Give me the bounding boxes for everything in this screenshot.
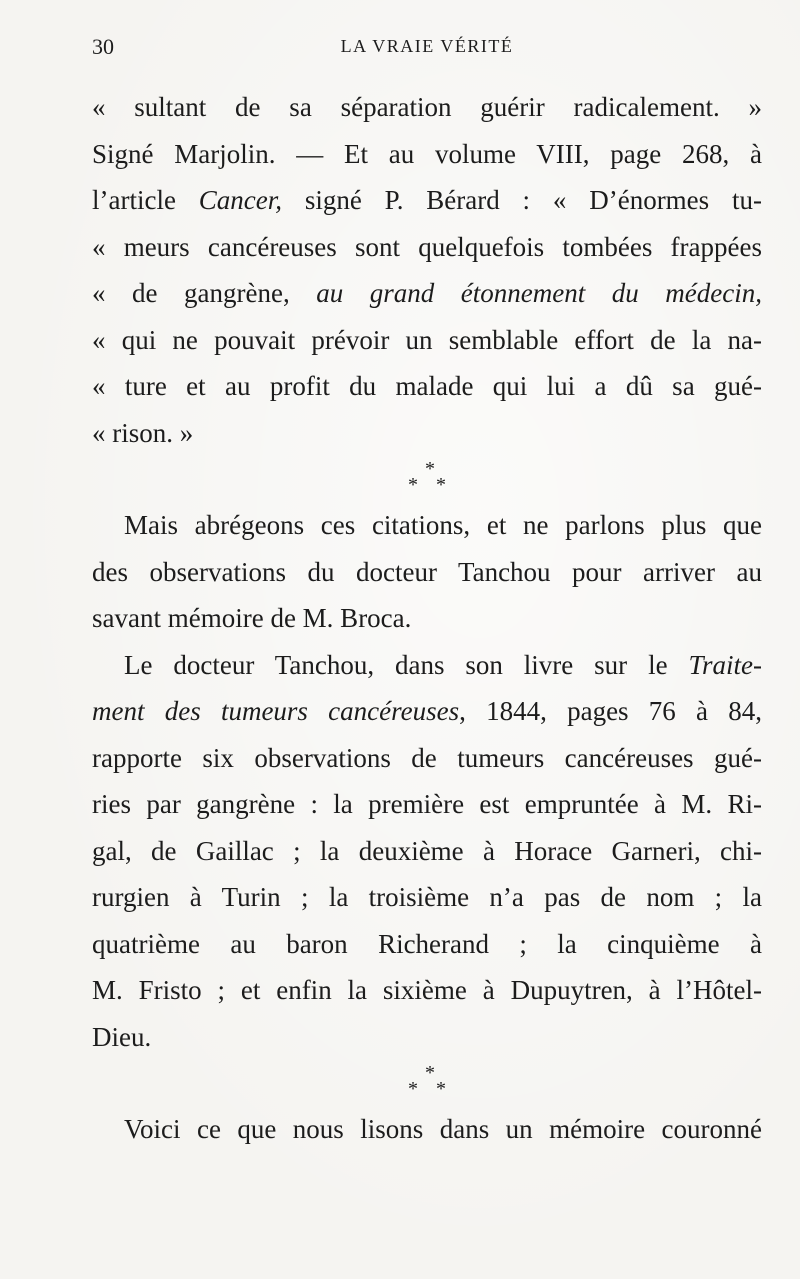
text-line: rurgien à Turin ; la troisième n’a pas de nom ; la xyxy=(92,882,762,912)
text-line: « sultant de sa séparation guérir radicalement. » xyxy=(92,92,762,122)
asterisk-glyph: * xyxy=(436,474,446,496)
asterisk-glyph: * xyxy=(436,1078,446,1100)
text-line: gal, de Gaillac ; la deuxième à Horace Garneri, chi- xyxy=(92,835,762,866)
text-line: « ture et au profit du malade qui lui a dû sa gué- xyxy=(92,371,762,401)
page-header xyxy=(92,34,762,74)
text-line: Signé Marjolin. — Et au volume VIII, page 268, à xyxy=(92,138,762,169)
section-separator xyxy=(92,1060,762,1106)
italic-phrase: au grand étonnement du médecin, xyxy=(316,278,762,308)
page-number: 30 xyxy=(92,34,114,59)
text-line: savant mémoire de M. Broca. xyxy=(92,603,412,633)
paragraph-memoire xyxy=(92,1106,762,1153)
text-line: des observations du docteur Tanchou pour arriver au xyxy=(92,556,762,587)
asterisk-glyph: * xyxy=(425,1062,435,1084)
text-line: Mais abrégeons ces citations, et ne parlons plus que xyxy=(124,510,762,540)
text-line: M. Fristo ; et enfin la sixième à Dupuytren, à l’Hôtel- xyxy=(92,975,762,1005)
text-line: Voici ce que nous lisons dans un mémoire couronné xyxy=(124,1114,762,1144)
text-line: ries par gangrène : la première est empruntée à M. Ri- xyxy=(92,789,762,819)
paragraph-tanchou xyxy=(92,642,762,1061)
paragraph-citations xyxy=(92,502,762,642)
text-line: quatrième au baron Richerand ; la cinquième à xyxy=(92,928,762,959)
text-line: rapporte six observations de tumeurs cancéreuses gué- xyxy=(92,742,762,773)
text-line: « meurs cancéreuses sont quelquefois tombées frappées xyxy=(92,231,762,262)
page-body xyxy=(92,84,762,1153)
paragraph-quotation-end xyxy=(92,84,762,456)
running-title: LA VRAIE VÉRITÉ xyxy=(340,36,514,56)
text-line: « qui ne pouvait prévoir un semblable effort de la na- xyxy=(92,324,762,355)
text-line: « de gangrène, au grand étonnement du médecin, xyxy=(92,278,762,308)
italic-term: Cancer, xyxy=(198,185,283,215)
text-line: Dieu. xyxy=(92,1021,152,1052)
italic-title: Traite- xyxy=(688,649,762,680)
asterisk-glyph: * xyxy=(408,1078,418,1100)
text-line: ment des tumeurs cancéreuses, 1844, pages 76 à 84, xyxy=(92,696,762,726)
text-line: « rison. » xyxy=(92,417,194,448)
text-line: Le docteur Tanchou, dans son livre sur le Traite- xyxy=(124,649,762,680)
section-separator xyxy=(92,456,762,502)
italic-title: ment des tumeurs cancéreuses xyxy=(92,696,460,726)
asterisk-glyph: * xyxy=(408,474,418,496)
text-line: l’article Cancer, signé P. Bérard : « D’énormes tu- xyxy=(92,185,762,215)
asterisk-glyph: * xyxy=(425,458,435,480)
